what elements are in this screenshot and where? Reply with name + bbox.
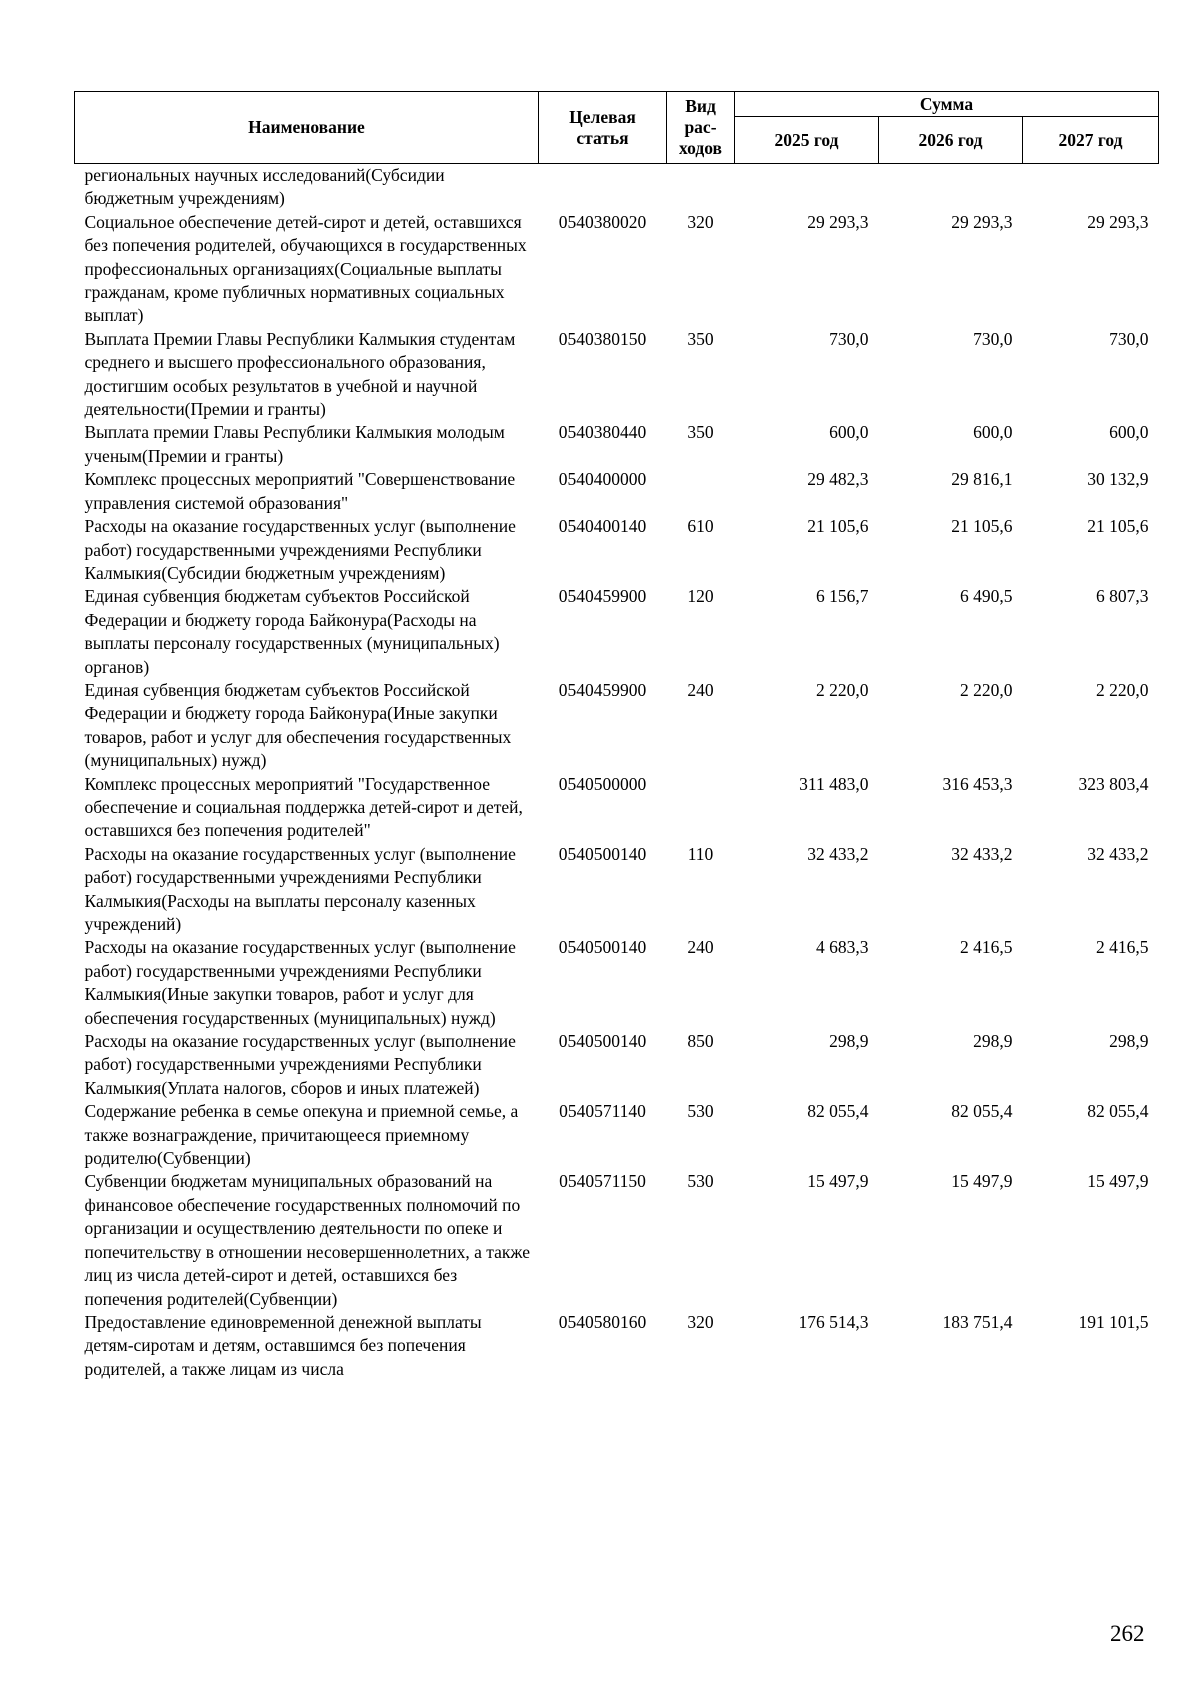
row-sum-2025: 15 497,9 — [807, 1171, 869, 1192]
row-target-article: 0540500000 — [558, 773, 647, 794]
row-sum-2026: 183 751,4 — [942, 1311, 1013, 1332]
row-target-article: 0540380440 — [558, 422, 647, 443]
row-name: Единая субвенция бюджетам субъектов Российской Федерации и бюджету города Байконура(Расходы на выплаты персоналу государственных (муниципальных) органов) — [84, 586, 500, 677]
header-target-article: Целевая статья — [539, 92, 667, 164]
row-expense-kind — [667, 773, 735, 843]
row-sum-2027: 32 433,2 — [1087, 843, 1149, 864]
table-header — [75, 92, 1159, 164]
row-name: Предоставление единовременной денежной выплаты детям-сиротам и детям, оставшимся без попечения родителей, а также лицам из числа — [84, 1311, 482, 1379]
row-target-article: 0540380020 — [558, 211, 647, 232]
header-year-2025: 2025 год — [735, 117, 879, 164]
row-name: Комплекс процессных мероприятий "Совершенствование управления системой образования" — [84, 469, 516, 513]
row-sum-2025: 82 055,4 — [807, 1101, 869, 1122]
row-target-article: 0540459900 — [558, 586, 647, 607]
row-expense-kind: 320 — [687, 1311, 714, 1332]
row-name: Субвенции бюджетам муниципальных образований на финансовое обеспечение государственных полномочий по организации и осуществлению деятельности по опеке и попечительству в отношении несовершеннолетних, а также лиц из числа детей-сирот и детей, оставшихся без попечения родителей(Субвенции) — [84, 1171, 530, 1309]
table-row — [75, 468, 1159, 515]
table-row — [75, 1100, 1159, 1170]
row-sum-2026: 82 055,4 — [951, 1101, 1013, 1122]
row-sum-2025 — [735, 164, 879, 211]
row-target-article: 0540580160 — [558, 1311, 647, 1332]
row-target-article: 0540500140 — [558, 843, 647, 864]
row-target-article: 0540459900 — [558, 679, 647, 700]
row-expense-kind: 320 — [687, 211, 714, 232]
row-name: Расходы на оказание государственных услуг (выполнение работ) государственными учреждениями Республики Калмыкия(Иные закупки товаров, работ и услуг для обеспечения государственных (муниципальных) нужд) — [84, 937, 516, 1028]
row-target-article: 0540500140 — [558, 937, 647, 958]
row-expense-kind: 110 — [687, 843, 714, 864]
page-number: 262 — [1110, 1621, 1145, 1646]
table-row — [75, 328, 1159, 422]
row-sum-2027: 30 132,9 — [1087, 469, 1149, 490]
header-year-2026: 2026 год — [879, 117, 1023, 164]
row-sum-2025: 21 105,6 — [807, 516, 869, 537]
row-sum-2027 — [1023, 164, 1159, 211]
row-sum-2025: 2 220,0 — [816, 679, 869, 700]
row-target-article — [539, 164, 667, 211]
row-sum-2026: 600,0 — [973, 422, 1013, 443]
row-sum-2025: 6 156,7 — [816, 586, 869, 607]
header-name: Наименование — [75, 92, 539, 164]
row-sum-2026: 2 416,5 — [960, 937, 1013, 958]
table-row — [75, 515, 1159, 585]
row-target-article: 0540571150 — [559, 1171, 646, 1192]
row-sum-2027: 298,9 — [1109, 1031, 1149, 1052]
table-row — [75, 679, 1159, 773]
row-expense-kind: 350 — [687, 328, 714, 349]
table-row — [75, 843, 1159, 937]
row-sum-2027: 15 497,9 — [1087, 1171, 1149, 1192]
table-row — [75, 773, 1159, 843]
row-sum-2026: 316 453,3 — [942, 773, 1013, 794]
row-name: Выплата премии Главы Республики Калмыкия молодым ученым(Премии и гранты) — [84, 422, 505, 466]
row-target-article: 0540500140 — [558, 1031, 647, 1052]
row-sum-2026: 2 220,0 — [960, 679, 1013, 700]
row-sum-2027: 2 220,0 — [1096, 679, 1149, 700]
row-name: Социальное обеспечение детей-сирот и детей, оставшихся без попечения родителей, обучающихся в государственных профессиональных организациях(Социальные выплаты гражданам, кроме публичных нормативных социальных выплат) — [84, 211, 527, 326]
row-sum-2025: 600,0 — [829, 422, 869, 443]
table-row — [75, 1311, 1159, 1381]
row-target-article: 0540380150 — [558, 328, 647, 349]
row-sum-2027: 6 807,3 — [1096, 586, 1149, 607]
row-target-article: 0540400000 — [558, 469, 647, 490]
row-expense-kind: 530 — [687, 1101, 714, 1122]
row-expense-kind: 240 — [687, 937, 714, 958]
row-name: региональных научных исследований(Субсидии бюджетным учреждениям) — [84, 165, 445, 209]
row-sum-2026: 298,9 — [973, 1031, 1013, 1052]
header-expense-kind: Вид рас-ходов — [667, 92, 735, 164]
row-name: Расходы на оказание государственных услуг (выполнение работ) государственными учреждениями Республики Калмыкия(Субсидии бюджетным учреждениям) — [84, 516, 516, 583]
row-sum-2026: 21 105,6 — [951, 516, 1013, 537]
table-body — [75, 164, 1159, 1382]
row-name: Единая субвенция бюджетам субъектов Российской Федерации и бюджету города Байконура(Иные закупки товаров, работ и услуг для обеспечения государственных (муниципальных) нужд) — [84, 679, 512, 771]
table-row — [75, 936, 1159, 1030]
row-sum-2025: 176 514,3 — [798, 1311, 869, 1332]
row-name: Расходы на оказание государственных услуг (выполнение работ) государственными учреждениями Республики Калмыкия(Уплата налогов, сборов и иных платежей) — [84, 1031, 516, 1098]
row-sum-2027: 600,0 — [1109, 422, 1149, 443]
row-sum-2027: 730,0 — [1109, 328, 1149, 349]
row-sum-2026: 32 433,2 — [951, 843, 1013, 864]
row-name: Расходы на оказание государственных услуг (выполнение работ) государственными учреждениями Республики Калмыкия(Расходы на выплаты персоналу казенных учреждений) — [84, 843, 516, 934]
row-sum-2025: 298,9 — [829, 1031, 869, 1052]
row-sum-2026: 730,0 — [973, 328, 1013, 349]
row-sum-2025: 32 433,2 — [807, 843, 869, 864]
row-sum-2027: 29 293,3 — [1087, 211, 1149, 232]
row-expense-kind: 240 — [687, 679, 714, 700]
row-name: Комплекс процессных мероприятий "Государственное обеспечение и социальная поддержка детей-сирот и детей, оставшихся без попечения родителей" — [84, 773, 523, 841]
row-sum-2027: 82 055,4 — [1087, 1101, 1149, 1122]
row-sum-2027: 21 105,6 — [1087, 516, 1149, 537]
row-sum-2025: 311 483,0 — [799, 773, 869, 794]
row-expense-kind: 120 — [687, 586, 714, 607]
row-expense-kind — [667, 164, 735, 211]
row-sum-2026: 29 816,1 — [951, 469, 1013, 490]
row-sum-2026: 6 490,5 — [960, 586, 1013, 607]
row-sum-2025: 29 482,3 — [807, 469, 869, 490]
table-row — [75, 211, 1159, 328]
row-sum-2027: 191 101,5 — [1078, 1311, 1149, 1332]
row-expense-kind — [667, 468, 735, 515]
header-year-2027: 2027 год — [1023, 117, 1159, 164]
row-target-article: 0540571140 — [559, 1101, 646, 1122]
budget-table — [74, 91, 1159, 1381]
row-name: Содержание ребенка в семье опекуна и приемной семье, а также вознаграждение, причитающееся приемному родителю(Субвенции) — [84, 1101, 519, 1169]
row-expense-kind: 530 — [687, 1171, 714, 1192]
row-sum-2026: 29 293,3 — [951, 211, 1013, 232]
table-row — [75, 1170, 1159, 1310]
row-sum-2025: 730,0 — [829, 328, 869, 349]
table-row — [75, 421, 1159, 468]
row-target-article: 0540400140 — [558, 516, 647, 537]
row-sum-2027: 323 803,4 — [1078, 773, 1149, 794]
row-sum-2025: 4 683,3 — [816, 937, 869, 958]
row-sum-2027: 2 416,5 — [1096, 937, 1149, 958]
row-sum-2026 — [879, 164, 1023, 211]
row-name: Выплата Премии Главы Республики Калмыкия студентам среднего и высшего профессионального образования, достигшим особых результатов в учебной и научной деятельности(Премии и гранты) — [84, 328, 516, 420]
row-sum-2026: 15 497,9 — [951, 1171, 1013, 1192]
row-expense-kind: 850 — [687, 1031, 714, 1052]
header-sum: Сумма — [735, 92, 1159, 117]
row-expense-kind: 350 — [687, 422, 714, 443]
row-sum-2025: 29 293,3 — [807, 211, 869, 232]
table-row — [75, 585, 1159, 679]
table-row — [75, 1030, 1159, 1100]
table-row — [75, 164, 1159, 211]
row-expense-kind: 610 — [687, 516, 714, 537]
